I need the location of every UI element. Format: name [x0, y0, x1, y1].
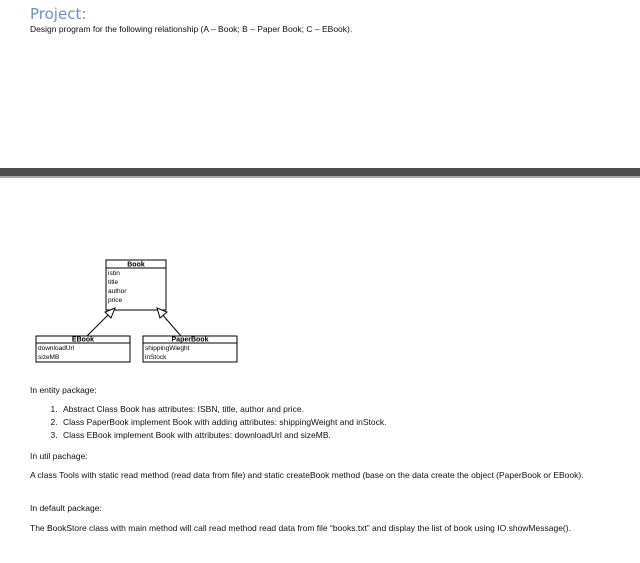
paperbook-inheritance-line	[161, 313, 181, 336]
util-package-text: A class Tools with static read method (read data from file) and static createBook method (base on the data create the object (PaperBook or EBook).	[30, 470, 584, 480]
entity-requirements-list	[30, 403, 387, 442]
default-package-text: The BookStore class with main method will call read method read data from file “books.txt” and display the list of book using IO.showMessage().	[30, 523, 571, 533]
project-description: Design program for the following relationship (A – Book; B – Paper Book; C – EBook).	[30, 24, 353, 34]
list-item: 1. Abstract Class Book has attributes: ISBN, title, author and price.	[60, 403, 387, 416]
paperbook-attribute: shippingWieght	[145, 345, 190, 352]
book-attribute: isbn	[108, 270, 120, 277]
ebook-class-box	[36, 336, 130, 362]
default-package-heading: In default package:	[30, 503, 102, 513]
ebook-attribute: downloadUrl	[38, 345, 75, 352]
paperbook-class-name: PaperBook	[171, 336, 209, 344]
util-package-heading: In util pachage:	[30, 451, 88, 461]
ebook-attribute: sizeMB	[38, 354, 60, 361]
list-item: 3. Class EBook implement Book with attributes: downloadUrl and sizeMB.	[60, 429, 387, 442]
book-attribute: price	[108, 297, 123, 304]
book-class-name: Book	[127, 261, 145, 269]
book-class-box	[106, 260, 166, 310]
list-item: 2. Class PaperBook implement Book with adding attributes: shippingWeight and inStock.	[60, 416, 387, 429]
entity-package-heading: In entity package:	[30, 385, 97, 395]
ebook-inheritance-line	[87, 312, 111, 336]
book-attribute: author	[108, 288, 127, 295]
paperbook-class-box	[143, 336, 237, 362]
project-title: Project:	[30, 5, 87, 23]
book-attribute: title	[108, 279, 119, 286]
paperbook-attribute: inStock	[145, 354, 167, 361]
ebook-class-name: EBook	[71, 336, 95, 344]
